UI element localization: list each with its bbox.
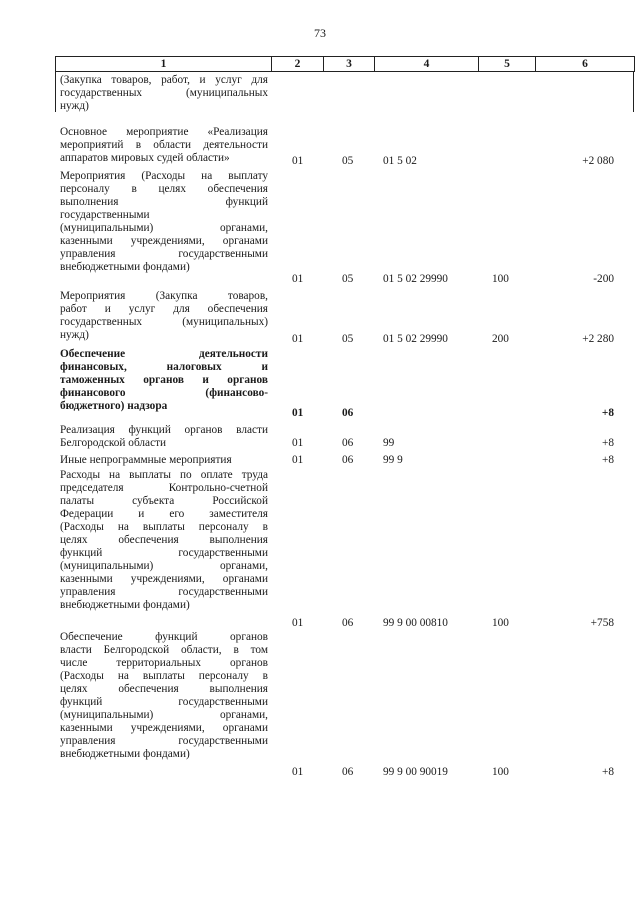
description-line: государственных (муниципальных	[60, 87, 268, 99]
column-header-1: 1	[56, 57, 272, 72]
description-line: Обеспечение функций органов	[60, 631, 268, 643]
cell-c3: 05	[342, 273, 354, 285]
cell-c3: 05	[342, 333, 354, 345]
description-line: персоналу в целях обеспечения	[60, 183, 268, 195]
description-line: (муниципальными) органами,	[60, 560, 268, 572]
description-line: внебюджетными фондами)	[60, 748, 190, 760]
description-line: нужд)	[60, 100, 89, 112]
cell-c2: 01	[292, 617, 304, 629]
page-number: 73	[314, 26, 326, 40]
description-line: Иные непрограммные мероприятия	[60, 454, 232, 466]
cell-c4: 01 5 02 29990	[383, 333, 448, 345]
description-line: нужд)	[60, 329, 89, 341]
cell-c4: 99 9 00 90019	[383, 766, 448, 778]
cell-c2: 01	[292, 273, 304, 285]
description-line: бюджетного) надзора	[60, 400, 168, 412]
description-line: государственными	[60, 209, 150, 221]
cell-c5: 100	[492, 273, 509, 285]
cell-c3: 05	[342, 155, 354, 167]
cell-c2: 01	[292, 155, 304, 167]
cell-c6: +8	[601, 437, 614, 449]
row-description	[60, 348, 268, 413]
description-line: управления государственными	[60, 735, 268, 747]
cell-c4: 99	[383, 437, 395, 449]
cell-c2: 01	[292, 333, 304, 345]
cell-c5: 200	[492, 333, 509, 345]
description-line: целях обеспечения выполнения	[60, 683, 268, 695]
table-right-border	[633, 71, 634, 112]
description-line: (муниципальными) органами,	[60, 709, 268, 721]
row-description	[60, 74, 268, 113]
cell-c3: 06	[342, 407, 354, 419]
description-line: функций государственными	[60, 696, 268, 708]
description-line: Мероприятия (Расходы на выплату	[60, 170, 268, 182]
cell-c6: +8	[601, 407, 614, 419]
description-line: функций государственными	[60, 547, 268, 559]
cell-c2: 01	[292, 766, 304, 778]
description-line: Мероприятия (Закупка товаров,	[60, 290, 268, 302]
description-line: государственных (муниципальных)	[60, 316, 268, 328]
row-description	[60, 170, 268, 274]
cell-c6: +2 080	[582, 155, 614, 167]
row-description	[60, 469, 268, 612]
description-line: управления государственными	[60, 586, 268, 598]
column-header-2: 2	[272, 57, 324, 72]
row-description	[60, 126, 268, 165]
cell-c6: +2 280	[582, 333, 614, 345]
description-line: числе территориальных органов	[60, 657, 268, 669]
cell-c6: +8	[601, 766, 614, 778]
description-line: целях обеспечения выполнения	[60, 534, 268, 546]
description-line: управления государственными	[60, 248, 268, 260]
description-line: мероприятий в области деятельности	[60, 139, 268, 151]
cell-c6: +8	[601, 454, 614, 466]
table-left-border	[55, 71, 56, 112]
cell-c2: 01	[292, 454, 304, 466]
description-line: Расходы на выплаты по оплате труда	[60, 469, 268, 481]
description-line: казенными учреждениями, органами	[60, 722, 268, 734]
description-line: таможенных органов и органов	[60, 374, 268, 386]
cell-c3: 06	[342, 454, 354, 466]
row-description	[60, 424, 268, 450]
description-line: (Закупка товаров, работ, и услуг для	[60, 74, 268, 86]
cell-c5: 100	[492, 766, 509, 778]
cell-c4: 99 9 00 00810	[383, 617, 448, 629]
description-line: (Расходы на выплаты персоналу в	[60, 521, 268, 533]
cell-c3: 06	[342, 437, 354, 449]
column-header-5: 5	[479, 57, 536, 72]
cell-c5: 100	[492, 617, 509, 629]
description-line: аппаратов мировых судей области»	[60, 152, 230, 164]
cell-c3: 06	[342, 617, 354, 629]
description-line: власти Белгородской области, в том	[60, 644, 268, 656]
cell-c3: 06	[342, 766, 354, 778]
description-line: Белгородской области	[60, 437, 167, 449]
description-line: внебюджетными фондами)	[60, 261, 190, 273]
cell-c4: 01 5 02 29990	[383, 273, 448, 285]
cell-c2: 01	[292, 437, 304, 449]
description-line: (Расходы на выплаты персоналу в	[60, 670, 268, 682]
column-header-3: 3	[324, 57, 375, 72]
description-line: финансового (финансово-	[60, 387, 268, 399]
description-line: казенными учреждениями, органами	[60, 573, 268, 585]
cell-c4: 99 9	[383, 454, 403, 466]
row-description	[60, 290, 268, 342]
description-line: Обеспечение деятельности	[60, 348, 268, 360]
column-header-6: 6	[536, 57, 635, 72]
cell-c6: +758	[590, 617, 614, 629]
column-header-4: 4	[375, 57, 479, 72]
description-line: Основное мероприятие «Реализация	[60, 126, 268, 138]
description-line: (муниципальными) органами,	[60, 222, 268, 234]
row-description	[60, 454, 268, 467]
row-description	[60, 631, 268, 761]
cell-c6: -200	[593, 273, 614, 285]
description-line: Реализация функций органов власти	[60, 424, 268, 436]
description-line: Федерации и его заместителя	[60, 508, 268, 520]
description-line: работ и услуг для обеспечения	[60, 303, 268, 315]
cell-c4: 01 5 02	[383, 155, 417, 167]
description-line: внебюджетными фондами)	[60, 599, 190, 611]
description-line: палаты субъекта Российской	[60, 495, 268, 507]
cell-c2: 01	[292, 407, 304, 419]
table-header	[55, 56, 635, 72]
description-line: казенными учреждениями, органами	[60, 235, 268, 247]
description-line: выполнения функций	[60, 196, 268, 208]
description-line: финансовых, налоговых и	[60, 361, 268, 373]
description-line: председателя Контрольно-счетной	[60, 482, 268, 494]
